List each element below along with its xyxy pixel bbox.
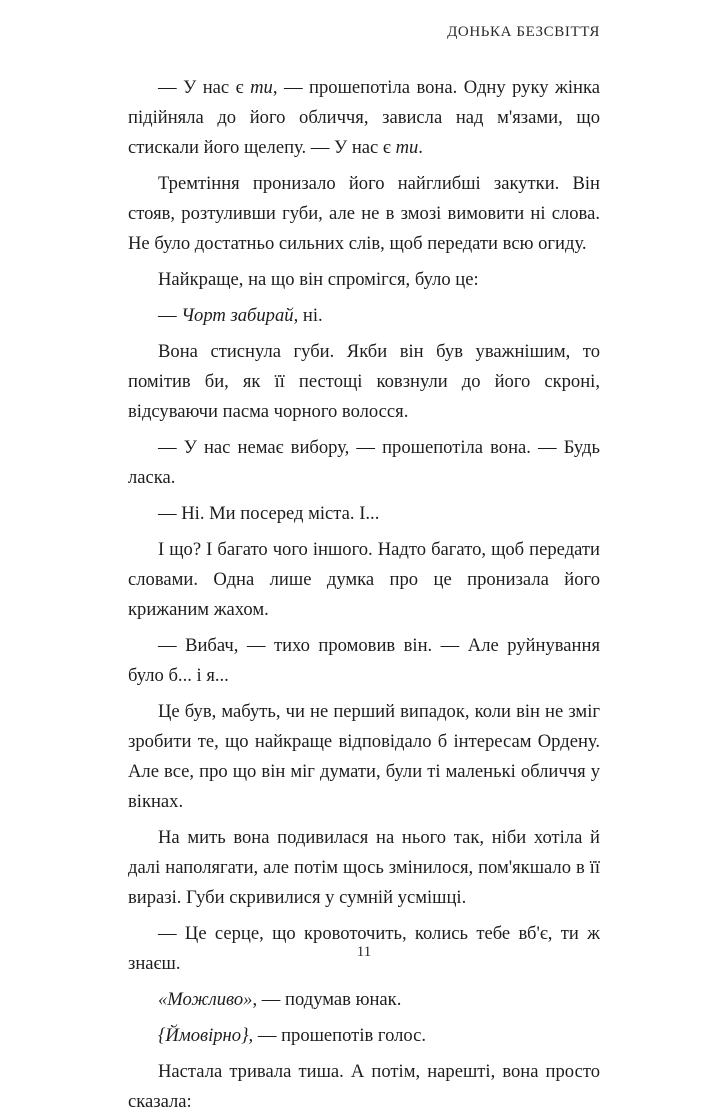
- text-run: Це був, мабуть, чи не перший випадок, коли він не зміг зробити те, що найкраще відповідало б інтересам Ордену. Але все, про що він міг думати, були ті маленькі обличчя у вікнах.: [128, 701, 600, 812]
- paragraph: [128, 73, 600, 163]
- paragraph: [128, 823, 600, 913]
- paragraph: [128, 697, 600, 817]
- text-run: — Ні. Ми посеред міста. І...: [158, 503, 380, 524]
- paragraph: [128, 985, 600, 1015]
- italic-run: {Ймовірно}: [158, 1025, 249, 1046]
- text-run: .: [418, 137, 423, 158]
- text-run: —: [158, 305, 182, 326]
- text-run: Настала тривала тиша. А потім, нарешті, вона просто сказала:: [128, 1061, 600, 1112]
- paragraph: [128, 535, 600, 625]
- italic-run: «Можливо»: [158, 989, 253, 1010]
- italic-run: Чорт забирай: [181, 305, 294, 326]
- paragraph: [128, 169, 600, 259]
- text-run: — Це серце, що кровоточить, колись тебе вб'є, ти ж знаєш.: [128, 923, 600, 974]
- paragraph: [128, 1057, 600, 1117]
- text-run: І що? І багато чого іншого. Надто багато, щоб передати словами. Одна лише думка про це пронизала його крижаним жахом.: [128, 539, 600, 620]
- text-run: Вона стиснула губи. Якби він був уважнішим, то помітив би, як її пестощі ковзнули до його скроні, відсуваючи пасма чорного волосся.: [128, 341, 600, 422]
- paragraph: [128, 301, 600, 331]
- paragraph: [128, 499, 600, 529]
- text-run: На мить вона подивилася на нього так, ніби хотіла й далі наполягати, але потім щось змінилося, пом'якшало в її виразі. Губи скривилися у сумній усмішці.: [128, 827, 600, 908]
- paragraph: [128, 265, 600, 295]
- paragraph: [128, 1021, 600, 1051]
- text-run: , — прошепотів голос.: [248, 1025, 427, 1046]
- text-run: Найкраще, на що він спромігся, було це:: [158, 269, 479, 290]
- text-run: — Вибач, — тихо промовив він. — Але руйнування було б... і я...: [128, 635, 600, 686]
- running-head: ДОНЬКА БЕЗСВІТТЯ: [447, 24, 600, 40]
- text-run: Тремтіння пронизало його найглибші закутки. Він стояв, розтуливши губи, але не в змозі вимовити ні слова. Не було достатньо сильних слів, щоб передати всю огиду.: [128, 173, 600, 254]
- text-run: — У нас немає вибору, — прошепотіла вона. — Будь ласка.: [128, 437, 600, 488]
- text-run: , — подумав юнак.: [252, 989, 402, 1010]
- text-run: , ні.: [293, 305, 323, 326]
- paragraph: [128, 337, 600, 427]
- page-number: 11: [356, 944, 372, 960]
- text-run: — У нас є: [158, 77, 251, 98]
- text-run: , — прошепотіла вона. Одну руку жінка підійняла до його обличчя, зависла над м'язами, що стискали його щелепу. — У нас є: [128, 77, 600, 158]
- paragraph: [128, 433, 600, 493]
- paragraph: [128, 631, 600, 691]
- italic-run: ти: [250, 77, 273, 98]
- italic-run: ти: [395, 137, 419, 158]
